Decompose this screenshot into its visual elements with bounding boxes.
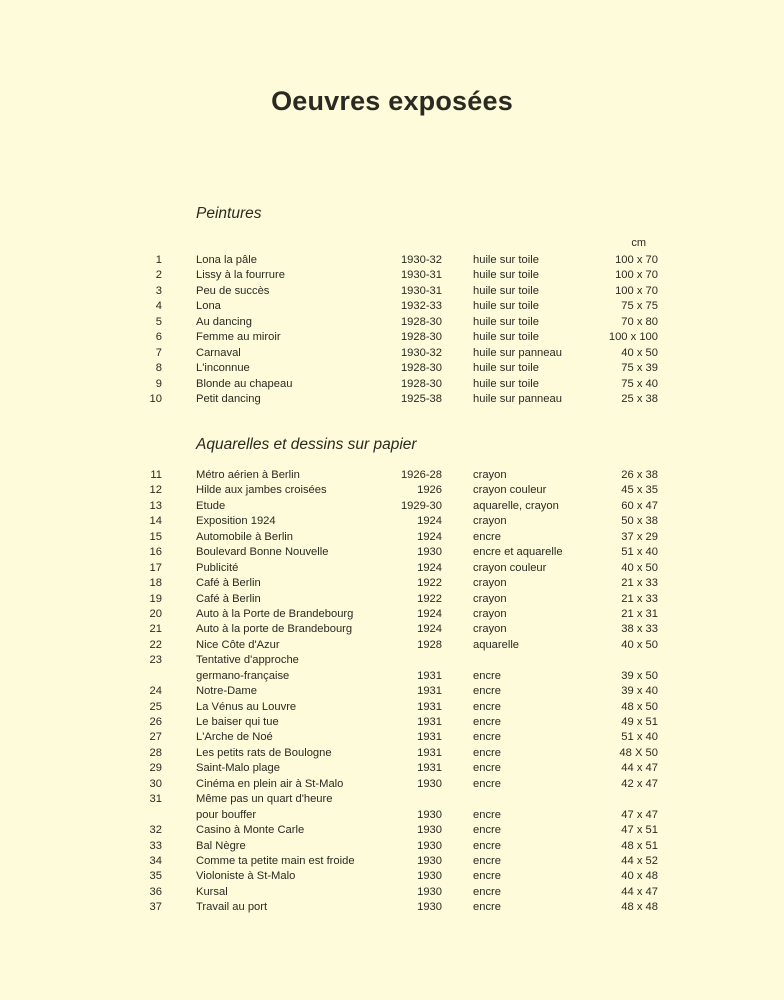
work-title: Les petits rats de Boulogne [196,746,332,759]
work-title: Café à Berlin [196,592,261,605]
work-title: Boulevard Bonne Nouvelle [196,546,329,559]
work-number: 28 [149,746,162,759]
table-row [0,777,784,792]
work-title: Bal Nègre [196,839,246,852]
work-number: 19 [149,592,162,605]
work-title: Violoniste à St-Malo [196,870,296,883]
work-title: Au dancing [196,315,252,328]
work-date: 1931 [417,700,442,713]
table-row [0,869,784,884]
work-date: 1930 [417,854,442,867]
work-title: Nice Côte d'Azur [196,638,280,651]
table-row [0,499,784,514]
work-technique: crayon [473,577,507,590]
work-number: 15 [149,530,162,543]
work-technique: crayon [473,592,507,605]
work-dimensions: 75 x 40 [621,377,658,390]
work-technique: huile sur panneau [473,346,562,359]
work-dimensions: 39 x 40 [621,685,658,698]
work-technique: huile sur toile [473,269,539,282]
table-row [0,607,784,622]
table-row [0,808,784,823]
table-row [0,468,784,483]
work-title: Saint-Malo plage [196,762,280,775]
work-date: 1930 [417,808,442,821]
work-title: La Vénus au Louvre [196,700,297,713]
work-technique: encre [473,746,501,759]
work-technique: huile sur toile [473,315,539,328]
work-dimensions: 48 x 50 [621,700,658,713]
table-row [0,377,784,392]
work-title: Hilde aux jambes croisées [196,484,327,497]
work-date: 1930 [417,824,442,837]
work-dimensions: 40 x 50 [621,561,658,574]
work-number: 10 [149,392,162,405]
table-row [0,530,784,545]
table-row [0,854,784,869]
work-dimensions: 40 x 50 [621,638,658,651]
work-dimensions: 42 x 47 [621,777,658,790]
work-number: 25 [149,700,162,713]
work-title: germano-française [196,669,290,682]
work-date: 1922 [417,577,442,590]
work-title: Exposition 1924 [196,515,276,528]
work-number: 20 [149,607,162,620]
work-technique: encre [473,530,501,543]
work-number: 2 [155,269,162,282]
table-row [0,792,784,807]
work-date: 1926-28 [400,469,442,481]
work-technique: encre [473,669,501,682]
work-title: Auto à la porte de Brandebourg [196,623,353,636]
work-dimensions: 21 x 31 [621,607,658,620]
work-technique: huile sur toile [473,300,539,313]
work-technique: encre [473,839,501,852]
work-dimensions: 100 x 70 [615,269,658,282]
work-title: Automobile à Berlin [196,530,294,543]
work-technique: encre [473,777,501,790]
work-date: 1931 [417,762,442,775]
unit-label: cm [631,237,646,249]
work-dimensions: 48 x 51 [621,839,658,852]
table-row [0,761,784,776]
work-dimensions: 40 x 50 [621,346,658,359]
table-row [0,346,784,361]
work-technique: encre [473,854,501,867]
work-technique: huile sur toile [473,254,539,266]
work-number: 7 [155,346,162,359]
work-dimensions: 47 x 51 [621,824,658,837]
work-title: Travail au port [196,901,268,914]
work-number: 1 [155,254,162,266]
work-number: 34 [149,854,162,867]
work-title: Lona la pâle [196,254,257,266]
work-date: 1928-30 [400,331,442,344]
work-title: Lissy à la fourrure [196,269,285,282]
work-dimensions: 51 x 40 [621,731,658,744]
table-row [0,284,784,299]
work-technique: encre [473,700,501,713]
work-number: 31 [149,793,162,806]
work-date: 1931 [417,746,442,759]
work-technique: aquarelle [473,638,520,651]
work-date: 1930 [417,839,442,852]
work-dimensions: 51 x 40 [621,546,658,559]
table-row [0,746,784,761]
work-number: 35 [149,870,162,883]
work-date: 1930 [417,546,442,559]
work-date: 1924 [417,623,442,636]
work-dimensions: 49 x 51 [621,716,658,728]
works-table-papers [0,468,784,916]
work-technique: encre et aquarelle [473,546,563,559]
work-date: 1932-33 [400,300,442,313]
work-dimensions: 48 x 48 [621,901,658,914]
work-dimensions: 39 x 50 [621,669,658,682]
work-dimensions: 50 x 38 [621,515,658,528]
work-title: Notre-Dame [196,685,257,698]
table-row [0,299,784,314]
work-title: L'inconnue [196,362,250,375]
work-number: 18 [149,577,162,590]
work-date: 1924 [417,515,442,528]
work-date: 1924 [417,530,442,543]
work-title: Café à Berlin [196,577,261,590]
table-row [0,361,784,376]
work-date: 1930 [417,870,442,883]
work-technique: encre [473,824,501,837]
work-dimensions: 48 X 50 [619,746,658,759]
section-title-peintures: Peintures [196,205,262,222]
table-row [0,483,784,498]
work-number: 17 [149,561,162,574]
table-row [0,669,784,684]
table-row [0,900,784,915]
table-row [0,653,784,668]
work-date: 1930 [417,777,442,790]
work-title: Le baiser qui tue [196,716,279,728]
table-row [0,730,784,745]
work-technique: encre [473,685,501,698]
work-title: Etude [196,499,226,512]
work-date: 1930-31 [400,284,442,297]
work-technique: encre [473,716,501,728]
work-number: 23 [149,654,162,667]
work-date: 1931 [417,669,442,682]
page-title: Oeuvres exposées [271,86,513,116]
table-row [0,253,784,268]
work-technique: huile sur toile [473,284,539,297]
work-date: 1930-31 [400,269,442,282]
work-technique: huile sur toile [473,377,539,390]
table-row [0,330,784,345]
table-row [0,715,784,730]
work-technique: encre [473,885,501,898]
work-technique: encre [473,870,501,883]
table-row [0,885,784,900]
work-date: 1930 [417,901,442,914]
work-date: 1928 [417,638,442,651]
work-technique: aquarelle, crayon [473,499,559,512]
work-number: 16 [149,546,162,559]
work-title: L'Arche de Noé [196,731,273,744]
table-row [0,592,784,607]
work-dimensions: 70 x 80 [621,315,658,328]
work-title: Lona [196,300,221,313]
work-dimensions: 100 x 70 [615,284,658,297]
table-row [0,622,784,637]
work-dimensions: 38 x 33 [621,623,658,636]
work-dimensions: 47 x 47 [621,808,658,821]
work-dimensions: 75 x 75 [621,300,658,313]
work-number: 11 [150,469,162,481]
work-dimensions: 44 x 52 [621,854,658,867]
work-date: 1931 [417,731,442,744]
work-title: Femme au miroir [196,331,281,344]
work-date: 1926 [417,484,442,497]
work-dimensions: 40 x 48 [621,870,658,883]
work-number: 21 [149,623,162,636]
work-dimensions: 100 x 100 [608,331,658,344]
work-title: Publicité [196,561,239,574]
work-technique: huile sur panneau [473,392,562,405]
table-row [0,514,784,529]
work-technique: encre [473,808,501,821]
table-row [0,638,784,653]
table-row [0,315,784,330]
work-dimensions: 45 x 35 [621,484,658,497]
work-number: 30 [149,777,162,790]
work-technique: crayon couleur [473,484,547,497]
work-technique: encre [473,901,501,914]
work-date: 1928-30 [400,377,442,390]
table-row [0,839,784,854]
work-date: 1929-30 [400,499,442,512]
table-row [0,700,784,715]
work-number: 27 [149,731,162,744]
work-date: 1931 [417,716,442,728]
work-dimensions: 37 x 29 [621,530,658,543]
work-number: 32 [149,824,162,837]
table-row [0,684,784,699]
work-number: 29 [149,762,162,775]
work-number: 26 [149,716,162,728]
work-number: 4 [155,300,162,313]
work-title: Comme ta petite main est froide [196,854,355,867]
work-number: 22 [149,638,162,651]
work-date: 1925-38 [400,392,442,405]
work-title: Carnaval [196,346,241,359]
work-dimensions: 21 x 33 [621,577,658,590]
work-date: 1928-30 [400,315,442,328]
work-number: 33 [149,839,162,852]
work-number: 9 [155,377,162,390]
work-title: Tentative d'approche [196,654,299,667]
table-row [0,268,784,283]
work-number: 13 [149,499,162,512]
table-row [0,823,784,838]
work-technique: encre [473,762,501,775]
work-dimensions: 44 x 47 [621,885,658,898]
table-row [0,561,784,576]
work-dimensions: 26 x 38 [621,469,658,481]
work-technique: encre [473,731,501,744]
work-dimensions: 21 x 33 [621,592,658,605]
work-technique: crayon [473,515,507,528]
work-number: 24 [149,685,162,698]
work-title: Cinéma en plein air à St-Malo [196,777,344,790]
work-date: 1930 [417,885,442,898]
work-dimensions: 44 x 47 [621,762,658,775]
work-number: 5 [155,315,162,328]
work-technique: crayon [473,607,507,620]
work-date: 1922 [417,592,442,605]
work-dimensions: 25 x 38 [621,392,658,405]
work-date: 1931 [417,685,442,698]
work-title: Auto à la Porte de Brandebourg [196,607,354,620]
work-date: 1924 [417,607,442,620]
table-row [0,545,784,560]
work-dimensions: 60 x 47 [621,499,658,512]
section-title-aquarelles: Aquarelles et dessins sur papier [196,436,417,453]
work-title: Métro aérien à Berlin [196,469,300,481]
work-number: 14 [149,515,162,528]
work-number: 36 [149,885,162,898]
table-row [0,392,784,407]
work-title: Petit dancing [196,392,261,405]
work-date: 1928-30 [400,362,442,375]
work-technique: huile sur toile [473,362,539,375]
work-title: Casino à Monte Carle [196,824,305,837]
work-title: Peu de succès [196,284,270,297]
work-dimensions: 75 x 39 [621,362,658,375]
work-technique: crayon [473,623,507,636]
work-number: 3 [155,284,162,297]
work-date: 1924 [417,561,442,574]
work-date: 1930-32 [400,346,442,359]
work-number: 6 [155,331,162,344]
work-technique: huile sur toile [473,331,539,344]
work-number: 8 [155,362,162,375]
work-number: 12 [149,484,162,497]
work-dimensions: 100 x 70 [615,254,658,266]
work-title: Même pas un quart d'heure [196,793,333,806]
work-number: 37 [149,901,162,914]
works-table-paintings [0,253,784,407]
work-technique: crayon [473,469,507,481]
work-title: Kursal [196,885,228,898]
work-technique: crayon couleur [473,561,547,574]
work-date: 1930-32 [400,254,442,266]
work-title: pour bouffer [196,808,257,821]
table-row [0,576,784,591]
work-title: Blonde au chapeau [196,377,293,390]
